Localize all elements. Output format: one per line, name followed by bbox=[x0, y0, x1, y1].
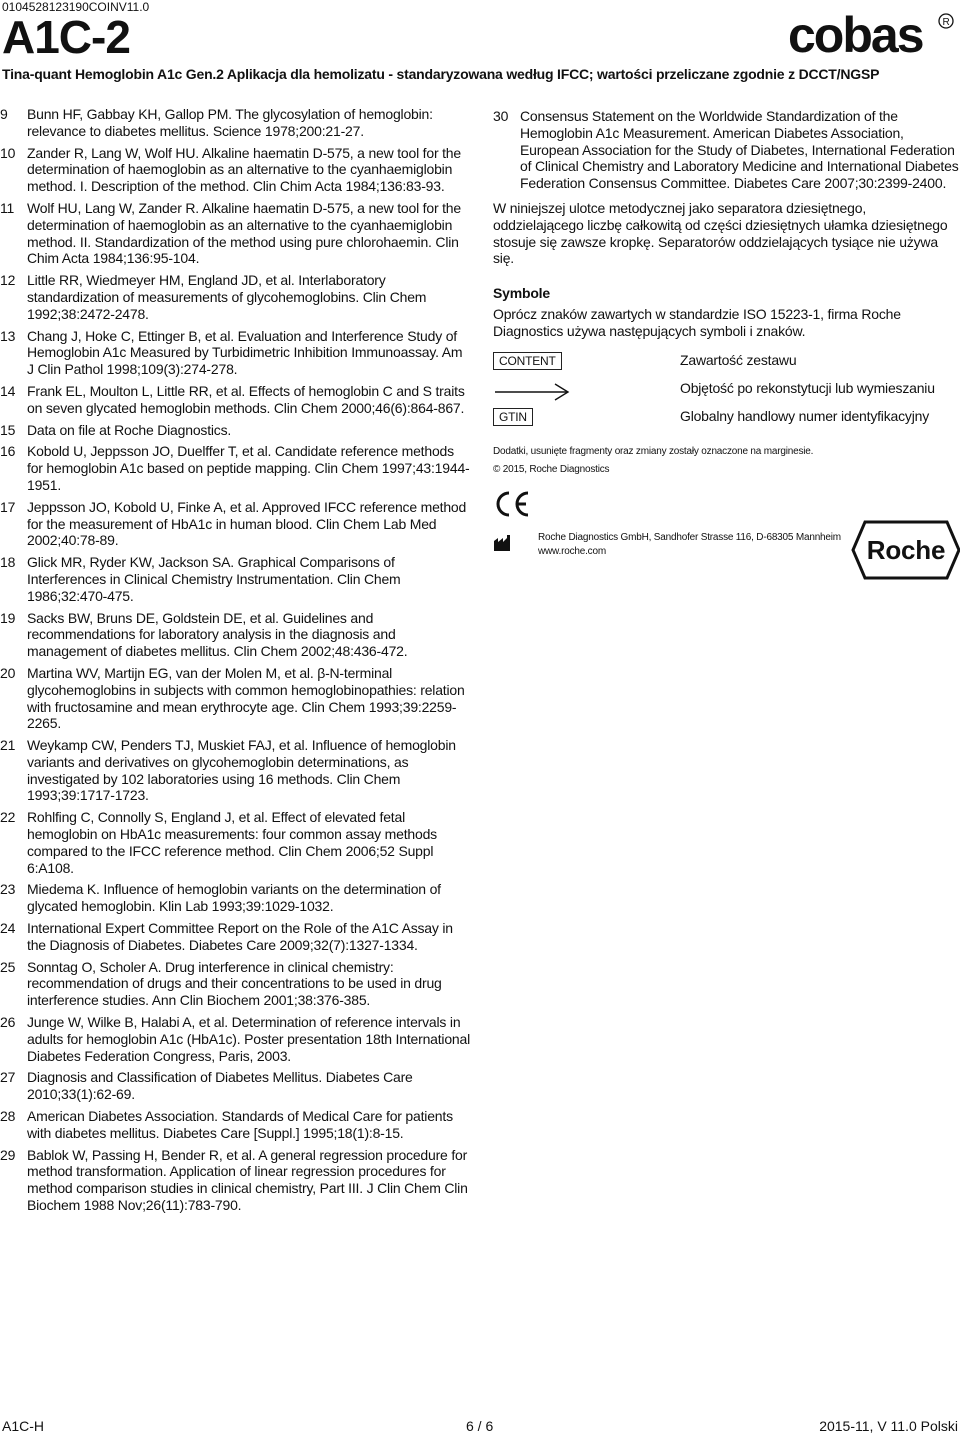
symbols-list bbox=[493, 350, 960, 434]
reference-22: 22 Rohlfing C, Connolly S, England J, et al. Effect of elevated fetal hemoglobin on HbA1c measurements: four common assay methods compared to the IFCC reference method. Clin Chem 2006;52 Suppl 6:A108. bbox=[0, 809, 437, 876]
manufacturer-address: Roche Diagnostics GmbH, Sandhofer Strasse 116, D-68305 Mannheim bbox=[538, 531, 841, 543]
copyright: © 2015, Roche Diagnostics bbox=[493, 463, 610, 475]
document-subtitle: Tina-quant Hemoglobin A1c Gen.2 Aplikacja dla hemolizatu - standaryzowana według IFCC; wartości przeliczane zgodnie z DCCT/NGSP bbox=[2, 66, 880, 82]
reference-17: 17 Jeppsson JO, Kobold U, Finke A, et al. Approved IFCC reference method for the measurement of HbA1c in human blood. Clin Chem Lab Med 2002;40:78-89. bbox=[0, 498, 467, 549]
reference-12: 12 Little RR, Wiedmeyer HM, England JD, et al. Interlaboratory standardization of measurements of glycohemoglobins. Clin Chem 1992;38:2472-2478. bbox=[0, 272, 427, 322]
reference-11: 11 Wolf HU, Lang W, Zander R. Alkaline haematin D-575, a new tool for the determination of haemoglobin as an alternative to the cyanhaemiglobin method. II. Standardization of the method using pure chlorohaemin. Clin Chim Acta 1984;136:95-104. bbox=[0, 199, 461, 267]
symbols-heading: Symbole bbox=[493, 285, 550, 302]
reference-16: 16 Kobold U, Jeppsson JO, Duelffer T, et al. Candidate reference methods for hemoglobin A1c based on peptide mapping. Clin Chem 1997;43:1944-1951. bbox=[0, 443, 470, 493]
reference-25: 25 Sonntag O, Scholer A. Drug interference in clinical chemistry: recommendation of drugs and their concentrations to be used in drug interference studies. Ann Clin Biochem 2001;38:376-385. bbox=[0, 958, 442, 1009]
reference-23: 23 Miedema K. Influence of hemoglobin variants on the determination of glycated hemoglobin. Klin Lab 1993;39:1029-1032. bbox=[0, 881, 441, 915]
symbols-intro: Oprócz znaków zawartych w standardzie ISO 15223-1, firma Roche Diagnostics używa następujących symboli i znaków. bbox=[493, 305, 901, 339]
symbol-content-meaning: Zawartość zestawu bbox=[680, 351, 797, 368]
symbol-reconstitution-row bbox=[493, 378, 960, 406]
reference-13: 13 Chang J, Hoke C, Ettinger B, et al. Evaluation and Interference Study of Hemoglobin A1c Measured by Turbidimetric Inhibition Immunoassay. Am J Clin Pathol 1998;109(3):274-278. bbox=[0, 327, 463, 378]
symbol-gtin-row bbox=[493, 406, 960, 434]
roche-logo-icon bbox=[851, 520, 960, 580]
ce-mark-icon bbox=[493, 490, 531, 518]
svg-text:R: R bbox=[942, 17, 950, 28]
reference-15: 15 Data on file at Roche Diagnostics. bbox=[0, 421, 232, 438]
footer-page-number: 6 / 6 bbox=[466, 1418, 494, 1434]
symbol-reconstitution-meaning: Objętość po rekonstytucji lub wymieszaniu bbox=[680, 379, 935, 396]
reference-28: 28 American Diabetes Association. Standards of Medical Care for patients with diabetes mellitus. Diabetes Care [Suppl.] 1995;18(1):8-15. bbox=[0, 1108, 453, 1141]
references-list-left bbox=[0, 106, 470, 1219]
reference-30: 30 Consensus Statement on the Worldwide Standardization of the Hemoglobin A1c Measurement. American Diabetes Association, European Association for the Study of Diabetes, International Federation of Clinical Chemistry and Laboratory Medicine and International Diabetes Federation Consensus Committee. Diabetes Care 2007;30:2399-2400. bbox=[493, 108, 959, 192]
reference-26: 26 Junge W, Wilke B, Halabi A, et al. Determination of reference intervals in adults for hemoglobin A1c (HbA1c). Poster presentation 18th International Diabetes Federation Congress, Paris, 2003. bbox=[0, 1014, 471, 1064]
reference-24: 24 International Expert Committee Report on the Role of the A1C Assay in the Diagnosis of Diabetes. Diabetes Care 2009;32(7):1327-1334. bbox=[0, 920, 453, 953]
reference-10: 10 Zander R, Lang W, Wolf HU. Alkaline haematin D-575, a new tool for the determination of haemoglobin as an alternative to the cyanhaemiglobin method. I. Description of the method. Clin Chim Acta 1984;136:83-93. bbox=[0, 144, 461, 195]
manufacturer-block bbox=[493, 532, 960, 594]
content-symbol-box: CONTENT bbox=[493, 352, 562, 370]
reference-9: 9 Bunn HF, Gabbay KH, Gallop PM. The glycosylation of hemoglobin: relevance to diabetes mellitus. Science 1978;200:21-27. bbox=[0, 106, 433, 139]
cobas-logo-icon bbox=[786, 10, 956, 60]
reference-21: 21 Weykamp CW, Penders TJ, Muskiet FAJ, et al. Influence of hemoglobin variants and derivatives on glycohemoglobin determinations, as investigated by 102 laboratories using 16 methods. Clin Chem 1993;39:1717-1723. bbox=[0, 737, 456, 804]
reference-19: 19 Sacks BW, Bruns DE, Goldstein DE, et al. Guidelines and recommendations for laboratory analysis in the diagnosis and management of diabetes mellitus. Clin Chem 2002;48:436-472. bbox=[0, 609, 408, 660]
gtin-symbol-box: GTIN bbox=[493, 408, 533, 426]
footer-left: A1C-H bbox=[2, 1418, 45, 1434]
reference-20: 20 Martina WV, Martijn EG, van der Molen M, et al. β-N-terminal glycohemoglobins in subjects with common hemoglobinopathies: relation with fructosamine and mean erythrocyte age. Clin Chem 1993;39:2259-2265. bbox=[0, 664, 465, 732]
right-column bbox=[493, 108, 960, 594]
reference-27: 27 Diagnosis and Classification of Diabetes Mellitus. Diabetes Care 2010;33(1):62-69. bbox=[0, 1069, 413, 1103]
footer-version: 2015-11, V 11.0 Polski bbox=[819, 1418, 958, 1434]
manufacturer-website: www.roche.com bbox=[538, 545, 606, 557]
symbol-content-row bbox=[493, 350, 960, 378]
svg-text:cobas: cobas bbox=[788, 10, 923, 60]
document-id: 0104528123190COINV11.0 bbox=[2, 0, 150, 14]
symbol-gtin-meaning: Globalny handlowy numer identyfikacyjny bbox=[680, 407, 929, 424]
decimal-separator-note: W niniejszej ulotce metodycznej jako separatora dziesiętnego, oddzielającego liczbę całkowitą od części dziesiętnych ułamka dziesiętnego stosuje się zawsze kropkę. Separatorów oddzielających tysiące nie używa się. bbox=[493, 199, 948, 267]
page-title: A1C-2 bbox=[2, 11, 130, 63]
reference-18: 18 Glick MR, Ryder KW, Jackson SA. Graphical Comparisons of Interferences in Clinical Chemistry Instrumentation. Clin Chem 1986;32:470-475. bbox=[0, 554, 401, 604]
arrow-right-icon bbox=[493, 382, 571, 402]
svg-text:CE: CE bbox=[493, 489, 494, 491]
changes-note: Dodatki, usunięte fragmenty oraz zmiany zostały oznaczone na marginesie. bbox=[493, 445, 814, 457]
manufacturer-factory-icon bbox=[493, 534, 513, 552]
svg-text:Roche: Roche bbox=[866, 534, 946, 565]
reference-14: 14 Frank EL, Moulton L, Little RR, et al. Effects of hemoglobin C and S traits on seven glycated hemoglobin methods. Clin Chem 2000;46(6):864-867. bbox=[0, 382, 465, 416]
reference-29: 29 Bablok W, Passing H, Bender R, et al. A general regression procedure for method transformation. Application of linear regression procedures for method comparison studies in clinical chemistry, Part III. J Clin Chem Clin Biochem 1988 Nov;26(11):783-790. bbox=[0, 1146, 468, 1214]
